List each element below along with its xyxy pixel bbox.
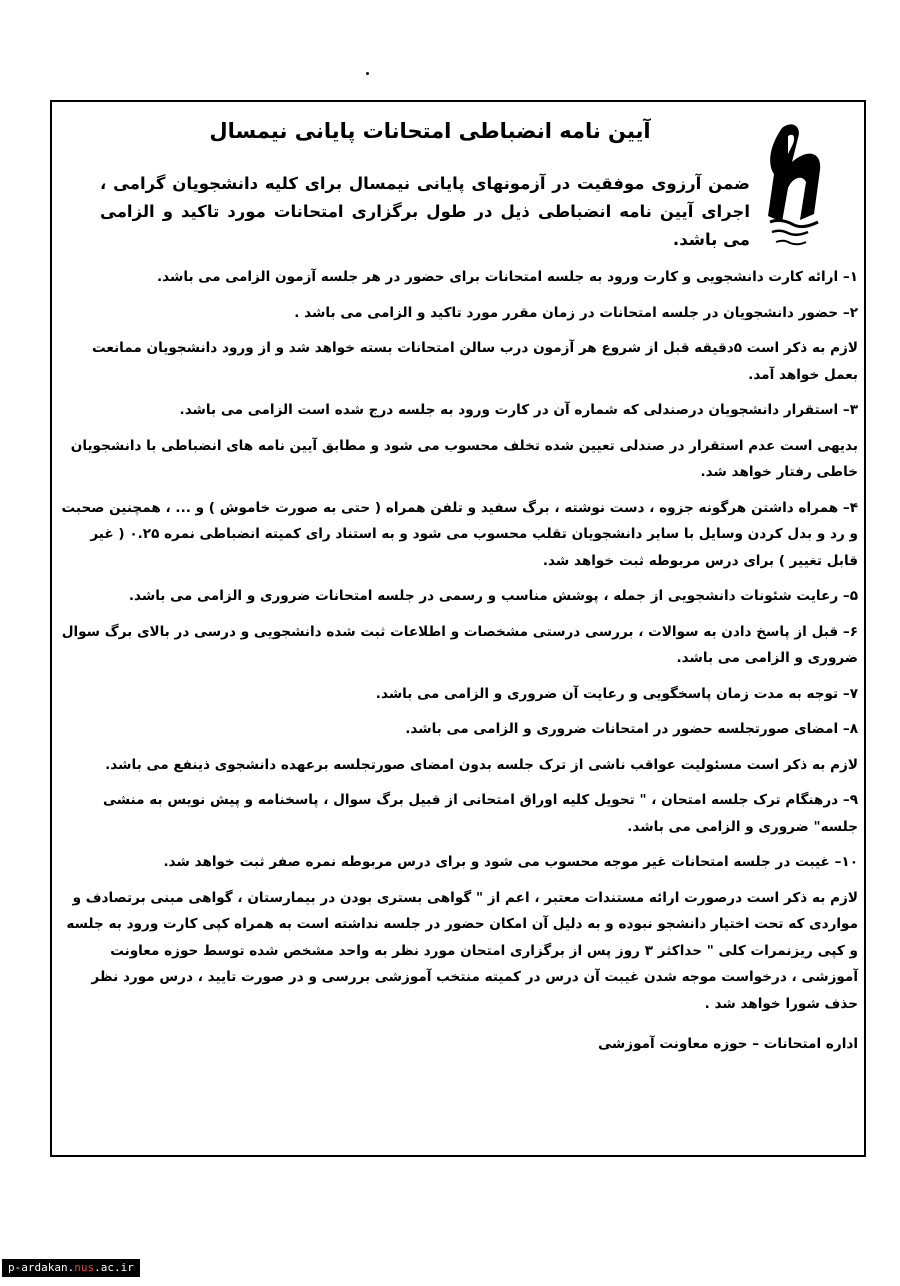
rule-3-note: بدیهی است عدم استقرار در صندلی تعیین شده تخلف محسوب می شود و مطابق آیین نامه های انضباطی با دانشجویان خاطی رفتار خواهد شد. [70, 437, 858, 480]
document-title: آیین نامه انضباطی امتحانات پایانی نیمسال [209, 119, 651, 143]
rule-3: ۳– استقرار دانشجویان درصندلی که شماره آن در کارت ورود به جلسه درج شده است الزامی می باشد. [179, 402, 858, 418]
rules-list [58, 264, 858, 1058]
rule-1: ۱– ارائه کارت دانشجویی و کارت ورود به جلسه امتحانات برای حضور در هر جلسه آزمون الزامی می باشد. [156, 269, 858, 285]
university-logo [762, 118, 832, 250]
rule-5: ۵– رعایت شئونات دانشجویی از جمله ، پوشش مناسب و رسمی در جلسه امتحانات ضروری و الزامی می باشد. [128, 588, 858, 604]
scan-speck [366, 72, 369, 75]
watermark-highlight: nus [74, 1261, 95, 1274]
rule-6: ۶– قبل از پاسخ دادن به سوالات ، بررسی درستی مشخصات و اطلاعات ثبت شده دانشجویی و درسی در بالای برگ سوال ضروری و الزامی می باشد. [61, 623, 858, 666]
rule-10: ۱۰– غیبت در جلسه امتحانات غیر موجه محسوب می شود و برای درس مربوطه نمره صفر ثبت خواهد شد. [163, 854, 858, 870]
watermark-suffix: .ac.ir [94, 1261, 134, 1274]
site-watermark [2, 1259, 140, 1277]
rule-2-note: لازم به ذکر است ۵دقیقه قبل از شروع هر آزمون درب سالن امتحانات بسته خواهد شد و از ورود دانشجویان ممانعت بعمل خواهد آمد. [92, 340, 858, 383]
rule-8: ۸– امضای صورتجلسه حضور در امتحانات ضروری و الزامی می باشد. [405, 721, 858, 737]
rule-8-note: لازم به ذکر است مسئولیت عواقب ناشی از ترک جلسه بدون امضای صورتجلسه برعهده دانشجوی ذینفع می باشد. [105, 756, 858, 773]
rule-4: ۴– همراه داشتن هرگونه جزوه ، دست نوشته ، برگ سفید و تلفن همراه ( حتی به صورت خاموش ) و ... ، همچنین صحبت و رد و بدل کردن وسایل با سایر دانشجویان تقلب محسوب می شود و به استناد رای کمیته انضباطی نمره ۰.۲۵ ( غیر قابل تغییر ) برای درس مربوطه ثبت خواهد شد. [61, 499, 858, 569]
rule-2: ۲– حضور دانشجویان در جلسه امتحانات در زمان مقرر مورد تاکید و الزامی می باشد . [294, 304, 858, 321]
intro-paragraph: ضمن آرزوی موفقیت در آزمونهای پایانی نیمسال برای کلیه دانشجویان گرامی ، اجرای آیین نامه انضباطی ذیل در طول برگزاری امتحانات مورد تاکید و الزامی می باشد. [100, 174, 750, 249]
rule-9: ۹– درهنگام ترک جلسه امتحان ، " تحویل کلیه اوراق امتحانی از قبیل برگ سوال ، پاسخنامه و پیش نویس به منشی جلسه" ضروری و الزامی می باشد. [102, 792, 858, 835]
rule-7: ۷– توجه به مدت زمان پاسخگویی و رعایت آن ضروری و الزامی می باشد. [375, 685, 858, 702]
watermark-prefix: p-ardakan. [8, 1261, 75, 1274]
signature: اداره امتحانات – حوزه معاونت آموزشی [598, 1036, 858, 1052]
rule-10-note: لازم به ذکر است درصورت ارائه مستندات معتبر ، اعم از " گواهی بستری بودن در بیمارستان ، گواهی مبنی برتصادف و مواردی که تحت اختیار دانشجو نبوده و به دلیل آن امکان حضور در جلسه نداشته است به همراه کپی کارت ورود به جلسه و کپی ریزنمرات کلی " حداکثر ۳ روز پس از برگزاری امتحان مورد نظر به واحد مشخص شده توسط حوزه معاونت آموزشی ، درخواست موجه شدن غیبت آن درس در کمیته منتخب آموزشی بررسی و در صورت تایید ، درس مورد نظر حذف شورا خواهد شد . [66, 889, 858, 1012]
